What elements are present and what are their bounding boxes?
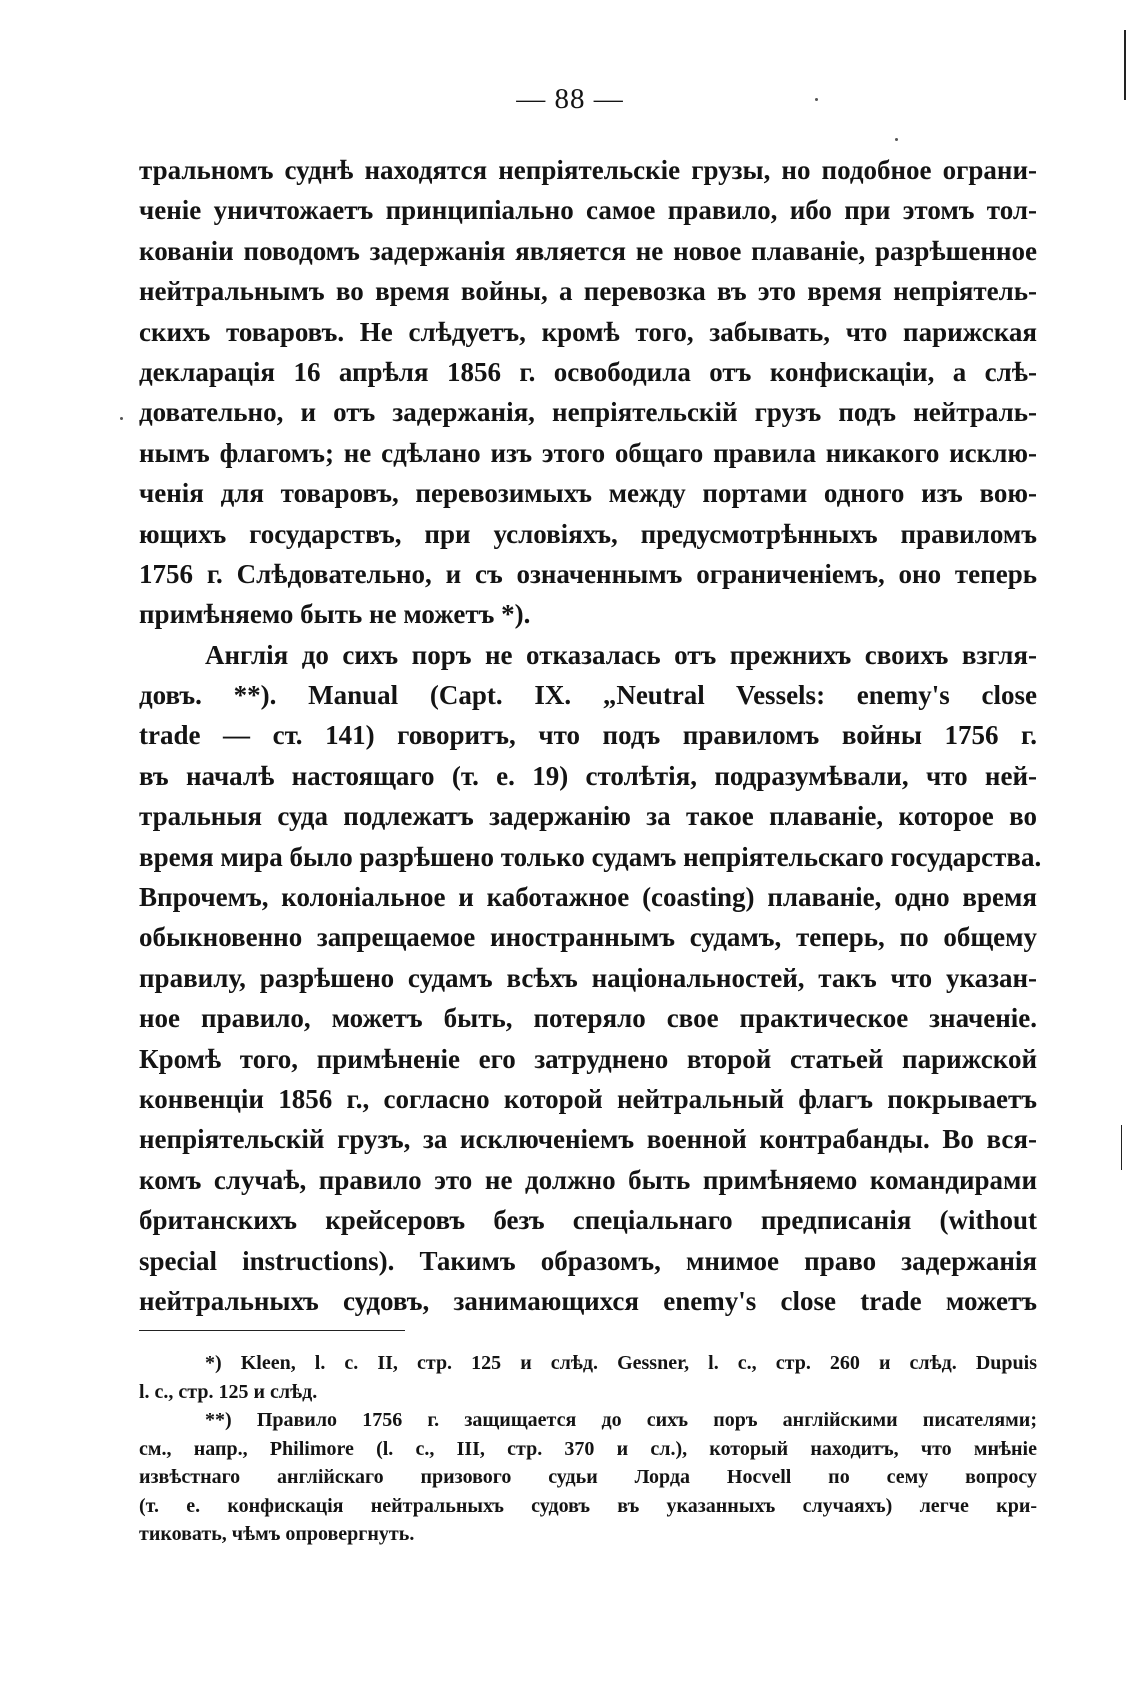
- text-line: время мира было разрѣшено только судамъ непріятельскаго государства.: [139, 841, 1042, 872]
- page-number: — 88 —: [516, 83, 624, 115]
- text-line: правилу, разрѣшено судамъ всѣхъ національностей, такъ что указан-: [139, 962, 1037, 993]
- text-line: тральныя суда подлежатъ задержанію за такое плаваніе, которое во: [139, 801, 1037, 832]
- text-line: нейтральнымъ во время войны, а перевозка въ это время непріятель-: [139, 276, 1037, 307]
- footnote-separator: [139, 1330, 405, 1331]
- scan-speck: [895, 138, 898, 141]
- footnote-line: тиковать, чѣмъ опровергнуть.: [139, 1523, 415, 1545]
- text-line: trade — ст. 141) говоритъ, что подъ правиломъ войны 1756 г.: [139, 720, 1037, 751]
- scan-speck: [815, 98, 818, 101]
- footnote-line: *) Kleen, l. c. II, стр. 125 и слѣд. Gessner, l. c., стр. 260 и слѣд. Dupuis: [205, 1352, 1037, 1374]
- scan-edge-mark: [1121, 1125, 1122, 1170]
- text-line: декларація 16 апрѣля 1856 г. освободила отъ конфискаціи, а слѣ-: [139, 356, 1037, 387]
- text-line: ченія для товаровъ, перевозимыхъ между портами одного изъ вою-: [139, 478, 1037, 509]
- scan-speck: [120, 417, 123, 420]
- text-line: британскихъ крейсеровъ безъ спеціальнаго предписанія (without: [139, 1205, 1037, 1236]
- footnote-line: **) Правило 1756 г. защищается до сихъ поръ англійскими писателями;: [205, 1409, 1037, 1431]
- text-line: комъ случаѣ, правило это не должно быть примѣняемо командирами: [139, 1164, 1037, 1195]
- text-line: примѣняемо быть не можетъ *).: [139, 599, 531, 630]
- text-line: нымъ флагомъ; не сдѣлано изъ этого общаго правила никакого исклю-: [139, 437, 1037, 468]
- footnote-line: см., напр., Philimore (l. c., III, стр. 370 и сл.), который находитъ, что мнѣніе: [139, 1437, 1037, 1460]
- text-line: тральномъ суднѣ находятся непріятельскіе грузы, но подобное ограни-: [139, 155, 1037, 185]
- footnote-line: извѣстнаго англійскаго призового судьи Лорда Hocvell по сему вопросу: [139, 1466, 1037, 1488]
- paragraph-start-line: Англія до сихъ поръ не отказалась отъ прежнихъ своихъ взгля-: [205, 639, 1037, 670]
- text-line: нейтральныхъ судовъ, занимающихся enemy's close trade можетъ: [139, 1285, 1037, 1316]
- text-line: ное правило, можетъ быть, потеряло свое практическое значеніе.: [139, 1003, 1037, 1034]
- text-line: special instructions). Такимъ образомъ, мнимое право задержанія: [139, 1245, 1037, 1276]
- text-line: ющихъ государствъ, при условіяхъ, предусмотрѣнныхъ правиломъ: [139, 518, 1037, 549]
- text-line: довательно, и отъ задержанія, непріятельскій грузъ подъ нейтраль-: [139, 397, 1037, 428]
- text-line: 1756 г. Слѣдовательно, и съ означеннымъ ограниченіемъ, оно теперь: [139, 558, 1037, 589]
- text-line: кованіи поводомъ задержанія является не новое плаваніе, разрѣшенное: [139, 235, 1037, 266]
- text-line: непріятельскій грузъ, за исключеніемъ военной контрабанды. Во вся-: [139, 1124, 1037, 1155]
- text-line: Кромѣ того, примѣненіе его затруднено второй статьей парижской: [139, 1043, 1037, 1074]
- footnote-line: l. c., стр. 125 и слѣд.: [139, 1380, 318, 1403]
- footnote-line: (т. е. конфискація нейтральныхъ судовъ въ указанныхъ случаяхъ) легче кри-: [139, 1494, 1037, 1517]
- text-line: конвенціи 1856 г., согласно которой нейтральный флагъ покрываетъ: [139, 1083, 1037, 1114]
- scan-edge-mark: [1124, 30, 1126, 100]
- footnotes: [139, 1349, 1037, 1549]
- body-text: [139, 150, 1042, 1321]
- text-line: довъ. **). Manual (Capt. IX. „Neutral Vessels: enemy's close: [139, 680, 1037, 711]
- text-line: обыкновенно запрещаемое иностраннымъ судамъ, теперь, по общему: [139, 922, 1037, 953]
- text-line: въ началѣ настоящаго (т. е. 19) столѣтія, подразумѣвали, что ней-: [139, 760, 1037, 791]
- text-line: скихъ товаровъ. Не слѣдуетъ, кромѣ того, забывать, что парижская: [139, 316, 1037, 347]
- text-line: ченіе уничтожаетъ принципіально самое правило, ибо при этомъ тол-: [139, 195, 1037, 226]
- text-line: Впрочемъ, колоніальное и каботажное (coasting) плаваніе, одно время: [139, 882, 1037, 913]
